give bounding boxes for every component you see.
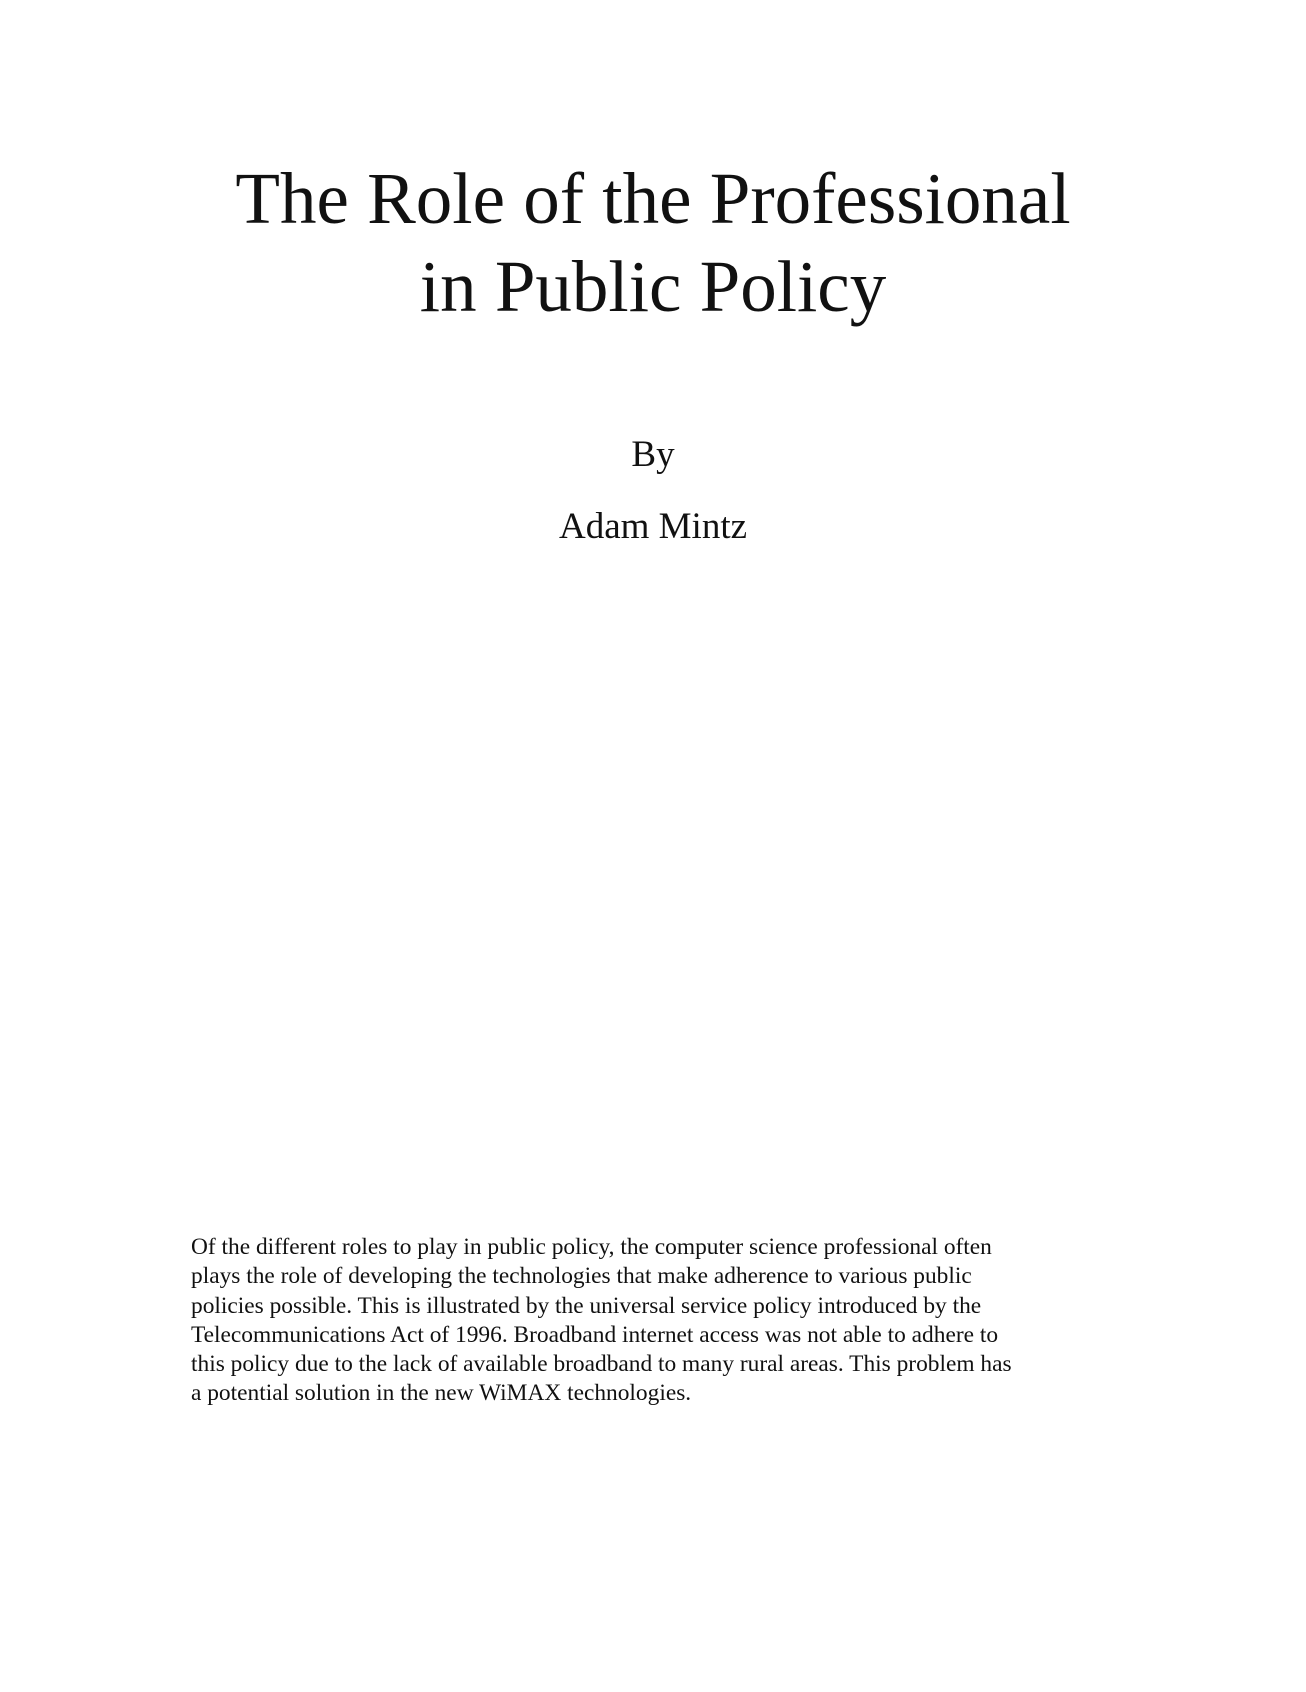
abstract-paragraph xyxy=(191,1233,1111,1409)
document-title xyxy=(0,155,1306,331)
title-line-1: The Role of the Professional xyxy=(235,158,1071,239)
abstract-line: this policy due to the lack of available broadband to many rural areas. This problem has xyxy=(191,1351,1012,1378)
author-name: Adam Mintz xyxy=(558,506,748,547)
title-line-2: in Public Policy xyxy=(419,246,887,327)
abstract-line: a potential solution in the new WiMAX technologies. xyxy=(191,1380,692,1407)
abstract-line: Of the different roles to play in public policy, the computer science professional often xyxy=(191,1234,992,1260)
byline: By xyxy=(631,434,675,475)
abstract-line: policies possible. This is illustrated by the universal service policy introduced by the xyxy=(191,1292,982,1319)
abstract-line: Telecommunications Act of 1996. Broadband internet access was not able to adhere to xyxy=(191,1321,999,1348)
abstract-line: plays the role of developing the technologies that make adherence to various public xyxy=(191,1263,972,1290)
